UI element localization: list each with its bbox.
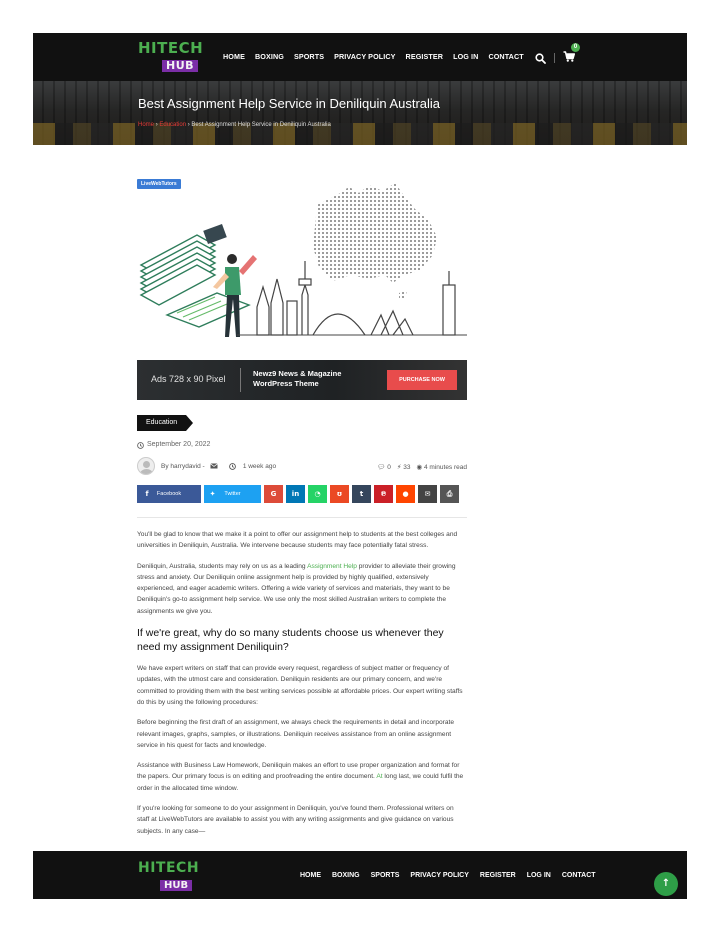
share-google-button[interactable] (264, 485, 283, 503)
breadcrumb-current: Best Assignment Help Service in Deniliquin Australia (191, 122, 331, 128)
read-time (417, 463, 467, 472)
share-twitter-button[interactable] (204, 485, 261, 503)
comment-icon: 💬︎ (377, 464, 386, 471)
nav-register[interactable]: REGISTER (405, 52, 444, 62)
breadcrumb-home[interactable]: Home (138, 122, 155, 128)
footer-nav-home[interactable]: HOME (300, 871, 321, 879)
article-paragraph (137, 760, 467, 794)
cart-button[interactable] (563, 44, 578, 67)
google-icon: G (270, 490, 277, 498)
footer-nav-register[interactable]: REGISTER (479, 871, 516, 879)
ad-size-label: Ads 728 x 90 Pixel (151, 374, 226, 384)
clock-icon (229, 463, 236, 470)
comments-count-text: 0 (387, 464, 391, 471)
logo-text-bottom: HUB (162, 60, 198, 72)
nav-sports[interactable]: SPORTS (293, 52, 325, 62)
article-content (137, 145, 467, 851)
main-nav (223, 33, 534, 81)
breadcrumb-education[interactable]: Education (159, 122, 187, 128)
author-name[interactable] (161, 462, 218, 471)
nav-boxing[interactable]: BOXING (254, 52, 284, 62)
footer-nav-boxing[interactable]: BOXING (332, 871, 360, 879)
article-paragraph: You'll be glad to know that we make it a point to offer our assignment help to students at the best colleges and universities in Deniliquin, Australia. We intervene because students may face potentially fatal stress. (137, 531, 458, 550)
share-reddit-button[interactable] (396, 485, 415, 503)
author-meta (137, 457, 467, 475)
featured-badge: LiveWebTutors (137, 179, 181, 189)
footer-nav-log-in[interactable]: LOG IN (526, 871, 551, 879)
share-facebook-button[interactable] (137, 485, 201, 503)
site-logo[interactable] (138, 39, 204, 73)
category-badge[interactable]: Education (137, 415, 186, 431)
pinterest-icon: ℗ (380, 490, 387, 498)
share-pinterest-button[interactable] (374, 485, 393, 503)
article-text: Assistance with Business Law Homework, Deniliquin makes an effort to use proper organization and format for the papers. Our primary focus is on editing and proofreading the entire document. (137, 762, 460, 781)
article-text: provider to alleviate their growing stress and anxiety. Our Deniliquin online assignment help is provided by highly qualified, extensively experienced, and eager academic writers. Offering a wide variety of services and materials, they want to be Deniliquin's go-to assignment help service. We use only the most skilled Australian writers to complete the assignments we give you. (137, 562, 456, 615)
ad-headline-line2: WordPress Theme (253, 379, 319, 388)
print-icon: ⎙ (446, 490, 453, 498)
share-bar (137, 485, 459, 503)
footer-logo-text-top: HITECH (138, 860, 200, 876)
page-title: Best Assignment Help Service in Deniliquin Australia (138, 96, 441, 111)
purchase-now-button[interactable]: PURCHASE NOW (387, 370, 457, 390)
likes-count-text: 33 (403, 464, 411, 471)
author-name-text: By harrydavid - (161, 463, 205, 470)
article-text: long last, we could fulfil the order in the allocated time window. (137, 773, 464, 792)
assignment-help-link[interactable]: Assignment Help (307, 562, 357, 570)
tumblr-icon: t (359, 490, 364, 498)
share-whatsapp-button[interactable] (308, 485, 327, 503)
bolt-icon: ⚡︎ (396, 464, 402, 471)
article-paragraph: Before beginning the first draft of an assignment, we always check the requirements in detail and incorporate relevant images, graphs, samples, or illustrations. Deniliquin receives assistance from an online assignment service in his quest for facts and knowledge. (137, 719, 455, 749)
clock-icon (137, 442, 144, 449)
comments-count[interactable] (377, 463, 391, 472)
twitter-icon: ✦ (209, 490, 216, 498)
stumbleupon-icon: ʊ (336, 490, 343, 498)
share-twitter-label: Twitter (224, 491, 241, 497)
nav-contact[interactable]: CONTACT (488, 52, 524, 62)
author-avatar[interactable] (137, 457, 155, 475)
at-link[interactable]: At (376, 773, 383, 781)
post-date (137, 440, 210, 450)
breadcrumb (138, 121, 331, 129)
share-linkedin-button[interactable] (286, 485, 305, 503)
read-time-text: 4 minutes read (424, 464, 467, 471)
print-button[interactable] (440, 485, 459, 503)
envelope-icon: ✉ (424, 490, 431, 498)
eye-icon: ◉ (416, 464, 423, 471)
facebook-icon: f (145, 490, 149, 498)
post-time-ago (229, 462, 276, 471)
article-paragraph: We have expert writers on staff that can provide every request, regardless of subject matter or frequency of updates, with the utmost care and consideration. Deniliquin residents are our primary concern, and we're committed to providing them with the best writing services possible at affordable prices. Our expert writing staffs do this by using the following procedures: (137, 665, 463, 706)
search-icon[interactable] (535, 53, 546, 64)
featured-image (137, 175, 467, 345)
footer-logo[interactable] (138, 861, 199, 893)
breadcrumb-separator: › (155, 122, 160, 128)
cart-count-badge: 0 (571, 43, 580, 52)
footer-nav (300, 851, 607, 899)
scroll-to-top-button[interactable] (654, 872, 678, 896)
share-facebook-label: Facebook (156, 491, 182, 497)
ad-headline-line1: Newz9 News & Magazine (253, 369, 342, 378)
ad-banner[interactable] (137, 360, 467, 400)
cart-icon (563, 51, 575, 62)
nav-home[interactable]: HOME (223, 52, 245, 62)
post-time-ago-text: 1 week ago (242, 463, 277, 470)
share-email-button[interactable] (418, 485, 437, 503)
nav-log-in[interactable]: LOG IN (453, 52, 479, 62)
post-stats (377, 463, 467, 472)
share-stumbleupon-button[interactable] (330, 485, 349, 503)
reddit-icon: ● (402, 490, 409, 498)
share-tumblr-button[interactable] (352, 485, 371, 503)
site-footer (33, 851, 687, 899)
logo-text-top: HITECH (138, 39, 204, 57)
ad-headline (253, 369, 341, 389)
site-header (33, 33, 687, 81)
article-body (137, 529, 467, 846)
likes-count[interactable] (397, 463, 411, 472)
envelope-icon[interactable] (210, 463, 218, 469)
hero-overlay (33, 81, 687, 145)
footer-nav-privacy-policy[interactable]: PRIVACY POLICY (410, 871, 469, 879)
footer-logo-text-bottom: HUB (160, 880, 192, 891)
article-heading: If we're great, why do so many students choose us whenever they need my assignment Deniliquin? (137, 627, 444, 654)
divider (137, 517, 467, 518)
footer-nav-contact[interactable]: CONTACT (561, 871, 596, 879)
header-separator (554, 53, 555, 63)
breadcrumb-separator: › (187, 122, 192, 128)
page-hero (33, 81, 687, 145)
featured-illustration (137, 175, 467, 345)
linkedin-icon: in (291, 490, 300, 498)
post-date-text: September 20, 2022 (147, 441, 211, 448)
ad-divider (240, 368, 241, 392)
article-paragraph (137, 561, 467, 617)
arrow-up-icon: ↑ (661, 878, 671, 889)
article-paragraph: If you're looking for someone to do your assignment in Deniliquin, you've found them. Professional writers on staff at LiveWebTutors are available to assist you with any writing assignments and give guidance on various subjects. In any case— (137, 805, 454, 835)
footer-nav-sports[interactable]: SPORTS (370, 871, 400, 879)
whatsapp-icon: ◔ (314, 490, 321, 498)
header-icons (535, 44, 578, 67)
nav-privacy-policy[interactable]: PRIVACY POLICY (334, 52, 396, 62)
article-text: Deniliquin, Australia, students may rely on us as a leading (137, 562, 308, 570)
